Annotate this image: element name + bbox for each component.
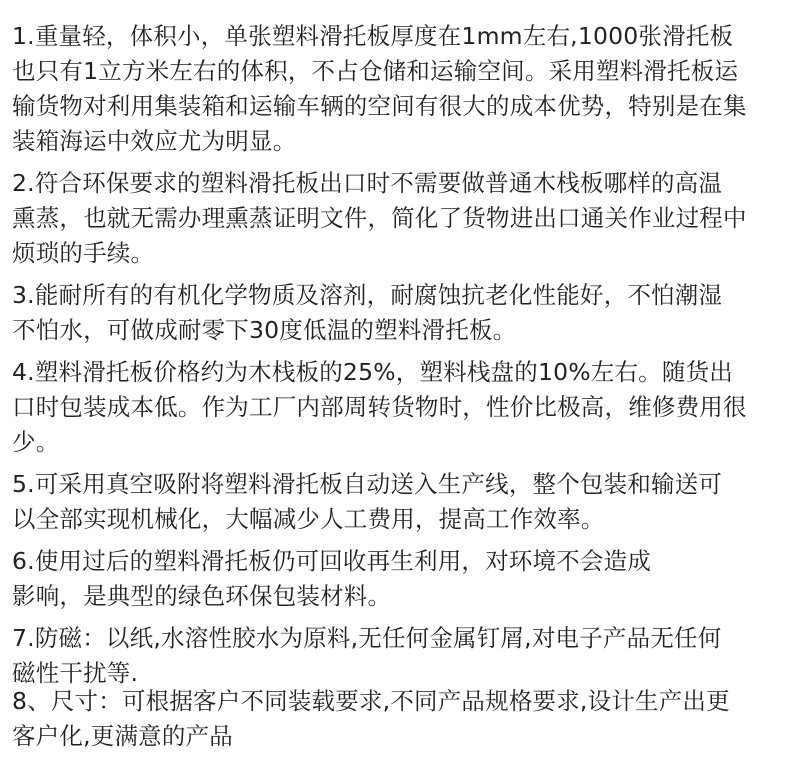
text-line: 磁性干扰等.	[12, 659, 139, 687]
text-line: 7.防磁：以纸,水溶性胶水为原料,无任何金属钉屑,对电子产品无任何	[12, 624, 722, 652]
text-line: 输货物对利用集装箱和运输车辆的空间有很大的成本优势，特别是在集	[12, 92, 747, 120]
text-line: 装箱海运中效应尤为明显。	[12, 127, 297, 155]
text-line: 少。	[12, 428, 60, 456]
text-line: 客户化,更满意的产品	[12, 722, 233, 750]
text-line: 4.塑料滑托板价格约为木栈板的25%，塑料栈盘的10%左右。随货出	[12, 358, 733, 386]
text-line: 2.符合环保要求的塑料滑托板出口时不需要做普通木栈板哪样的高温	[12, 169, 723, 197]
text-line: 5.可采用真空吸附将塑料滑托板自动送入生产线，整个包装和输送可	[12, 470, 723, 498]
text-line: 烦琐的手续。	[12, 239, 155, 267]
text-line: 6.使用过后的塑料滑托板仍可回收再生利用，对环境不会造成	[12, 547, 652, 575]
text-line: 影响，是典型的绿色环保包装材料。	[12, 582, 392, 610]
text-line: 1.重量轻，体积小，单张塑料滑托板厚度在1mm左右,1000张滑托板	[12, 22, 734, 50]
text-line: 熏蒸，也就无需办理熏蒸证明文件，简化了货物进出口通关作业过程中	[12, 204, 747, 232]
text-line: 以全部实现机械化，大幅减少人工费用，提高工作效率。	[12, 505, 605, 533]
text-line: 3.能耐所有的有机化学物质及溶剂，耐腐蚀抗老化性能好，不怕潮湿	[12, 281, 723, 309]
text-line: 也只有1立方米左右的体积，不占仓储和运输空间。采用塑料滑托板运	[12, 57, 739, 85]
text-line: 8、尺寸：可根据客户不同装载要求,不同产品规格要求,设计生产出更	[12, 687, 730, 715]
text-line: 不怕水，可做成耐零下30度低温的塑料滑托板。	[12, 316, 517, 344]
text-line: 口时包装成本低。作为工厂内部周转货物时，性价比极高，维修费用很	[12, 393, 747, 421]
